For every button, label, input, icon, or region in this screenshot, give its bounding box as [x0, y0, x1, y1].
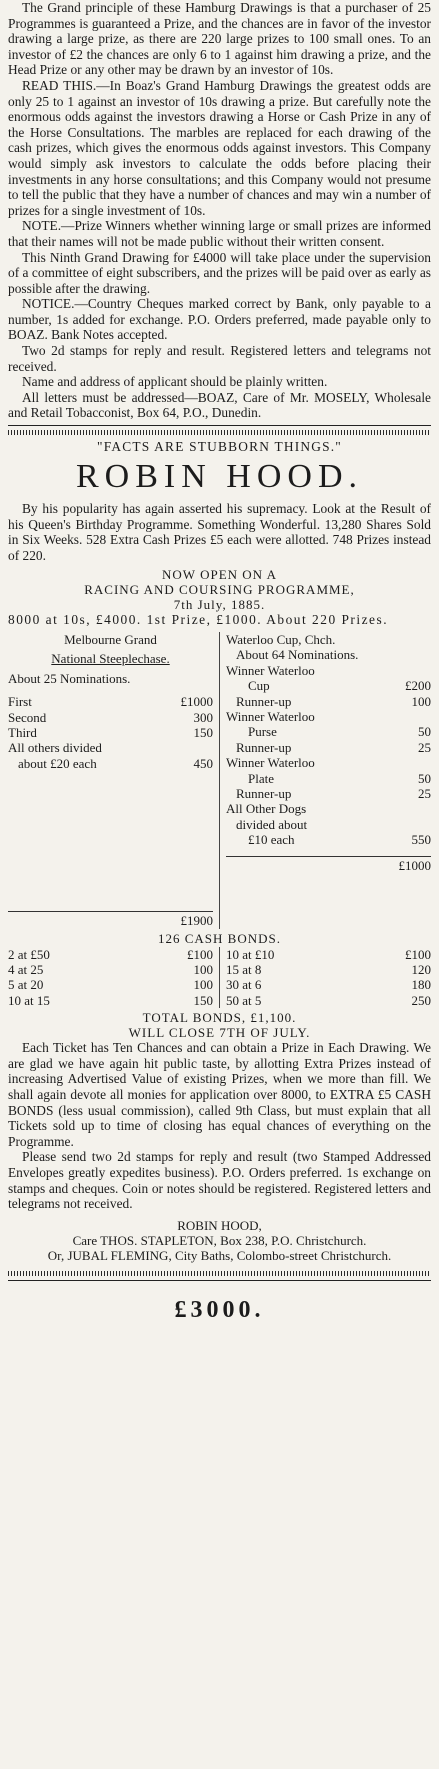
close-date: WILL CLOSE 7TH OF JULY.: [128, 1025, 311, 1041]
name-address-paragraph: Name and address of applicant should be plainly written.: [22, 374, 328, 390]
waterloo-prize-value: 50: [418, 770, 431, 786]
reply-instructions-paragraph: Please send two 2d stamps for reply and result (two Stamped Addressed Envelopes greatly expedites business). P.O. Orders preferred. 1s exchange on stamps and cheques. Coin or notes should be registered. Registered letters and telegrams not received.: [8, 1149, 431, 1212]
waterloo-heading: Waterloo Cup, Chch.: [226, 632, 336, 647]
waterloo-prize-row: [226, 724, 431, 739]
waterloo-prize-value: 50: [418, 724, 431, 740]
waterloo-prize-label: Winner Waterloo: [226, 662, 315, 678]
melbourne-column: [8, 632, 220, 929]
waterloo-prize-row: [226, 771, 431, 786]
cash-bonds-table: [8, 947, 431, 1009]
melbourne-divided-row: [8, 756, 213, 771]
waterloo-prize-label: Runner-up: [236, 739, 292, 755]
cash-bond-label: 30 at 6: [226, 977, 262, 993]
robin-hood-advertisement: [8, 439, 431, 1263]
cash-bond-row: [226, 977, 431, 992]
cash-bonds-left: [8, 947, 220, 1009]
facts-heading: "FACTS ARE STUBBORN THINGS.": [97, 439, 342, 455]
prize-columns: [8, 632, 431, 929]
waterloo-prize-label: divided about: [236, 816, 308, 832]
cash-bond-row: [8, 947, 213, 962]
cash-bond-label: 10 at £10: [226, 946, 275, 962]
address-paragraph: All letters must be addressed—BOAZ, Care of Mr. MOSELY, Wholesale and Retail Tobacconist, Box 64, P.O., Dunedin.: [8, 389, 431, 421]
cash-bond-value: £100: [187, 946, 213, 962]
melbourne-prize-value: 150: [193, 725, 213, 741]
cash-bond-label: 10 at 15: [8, 992, 50, 1008]
signature-address-1: Care THOS. STAPLETON, Box 238, P.O. Christchurch.: [72, 1232, 367, 1248]
melbourne-divided-label: about £20 each: [18, 755, 97, 771]
cash-bond-value: 100: [193, 977, 213, 993]
total-bonds: TOTAL BONDS, £1,100.: [142, 1010, 297, 1026]
hamburg-advertisement: [8, 0, 431, 421]
cash-bond-label: 15 at 8: [226, 962, 262, 978]
melbourne-heading: Melbourne Grand: [64, 632, 157, 647]
stamps-paragraph: Two 2d stamps for reply and result. Registered letters and telegrams not received.: [8, 343, 431, 374]
now-open-heading: NOW OPEN ON A: [162, 567, 277, 583]
hatched-divider: [8, 430, 431, 435]
read-this-paragraph: READ THIS.—In Boaz's Grand Hamburg Drawings the greatest odds are only 25 to 1 against an investor of 10s drawing a prize. But carefully note the enormous odds against the investors drawing a Horse or Cash Prize in any of the Horse Consultations. The marbles are replaced for each drawing of the cash prizes, which gives the enormous odds against investors. This Company would simply ask investors to calculate the odds before placing their investments in any horse consultations; and this Company would not presume to tell the public that they have a number of chances and may win a number of prizes for a single investment of 10s.: [8, 77, 431, 218]
section-divider-bottom: [8, 1280, 431, 1281]
melbourne-divided-value: 450: [193, 755, 213, 771]
waterloo-prize-value: 100: [411, 693, 431, 709]
waterloo-prize-label: Winner Waterloo: [226, 755, 315, 771]
robin-hood-title: ROBIN HOOD.: [76, 458, 363, 496]
cash-bond-label: 5 at 20: [8, 977, 44, 993]
waterloo-nominations: About 64 Nominations.: [236, 647, 359, 663]
hamburg-principle-paragraph: The Grand principle of these Hamburg Drawings is that a purchaser of 25 Programmes is guaranteed a Prize, and the chances are in favor of the investor drawing a large prize, as there are 220 large prizes to 100 small ones. To an investor of £2 the chances are only 6 to 1 against him drawing a prize, and the Head Prize or any other may be drawn by an investor of 10s.: [8, 0, 431, 78]
waterloo-prize-label: Runner-up: [236, 693, 292, 709]
ticket-chances-paragraph: Each Ticket has Ten Chances and can obtain a Prize in Each Drawing. We are glad we have again hit public taste, by allotting Extra Prizes instead of increasing Advertised Value of existing Prizes, when we more than fill. We shall again devote all monies for application over 8000, to EXTRA £5 CASH BONDS (less usual commission), called 9th Class, but must explain that all Tickets sold up to time of closing has equal chances of everything on the Programme.: [8, 1040, 431, 1149]
waterloo-prize-value: 25: [418, 739, 431, 755]
hatched-divider-bottom: [8, 1271, 431, 1276]
cash-bond-label: 50 at 5: [226, 992, 262, 1008]
melbourne-prize-list: [8, 694, 213, 740]
cash-bond-value: 150: [193, 992, 213, 1008]
cash-bond-value: 180: [411, 977, 431, 993]
cash-bond-value: 250: [411, 992, 431, 1008]
waterloo-prize-row: [226, 817, 431, 832]
cash-bond-label: 2 at £50: [8, 946, 50, 962]
signature-address-2: Or, JUBAL FLEMING, City Baths, Colombo-street Christchurch.: [47, 1247, 392, 1263]
waterloo-column: [226, 632, 431, 929]
waterloo-prize-row: [226, 832, 431, 847]
cash-bond-value: £100: [405, 946, 431, 962]
cash-bond-row: [8, 977, 213, 992]
steeplechase-heading: National Steeplechase.: [51, 651, 170, 667]
melbourne-total: £1900: [8, 911, 213, 928]
melbourne-prize-row: [8, 710, 213, 725]
cash-bond-value: 100: [193, 962, 213, 978]
waterloo-prize-label: All Other Dogs: [226, 801, 307, 817]
waterloo-prize-row: [226, 709, 431, 724]
waterloo-prize-row: [226, 801, 431, 816]
cash-bond-row: [8, 962, 213, 977]
cash-bonds-right: [226, 947, 431, 1009]
waterloo-prize-label: £10 each: [248, 832, 295, 848]
cash-bond-value: 120: [411, 962, 431, 978]
programme-date: 7th July, 1885.: [173, 597, 266, 613]
waterloo-prize-row: [226, 694, 431, 709]
melbourne-prize-row: [8, 725, 213, 740]
cash-bond-label: 4 at 25: [8, 962, 44, 978]
melbourne-prize-value: 300: [193, 709, 213, 725]
next-ad-amount: £3000.: [174, 1296, 265, 1323]
programme-summary: 8000 at 10s, £4000. 1st Prize, £1000. About 220 Prizes.: [8, 612, 389, 628]
waterloo-prize-label: Cup: [248, 678, 270, 694]
waterloo-total: £1000: [226, 856, 431, 873]
melbourne-nominations: About 25 Nominations.: [8, 670, 131, 686]
waterloo-prize-value: 550: [411, 832, 431, 848]
waterloo-prize-value: £200: [405, 678, 431, 694]
cash-bond-row: [226, 947, 431, 962]
melbourne-prize-value: £1000: [180, 694, 213, 710]
notice-paragraph: NOTICE.—Country Cheques marked correct by Bank, only payable to a number, 1s added for exchange. P.O. Orders preferred, made payable only to BOAZ. Bank Notes accepted.: [8, 296, 431, 343]
cash-bond-row: [8, 993, 213, 1008]
waterloo-prize-label: Winner Waterloo: [226, 709, 315, 725]
cash-bond-row: [226, 962, 431, 977]
melbourne-divided-text: All others divided: [8, 740, 102, 756]
signature-name: ROBIN HOOD,: [177, 1217, 262, 1233]
melbourne-prize-label: First: [8, 694, 32, 710]
waterloo-prize-label: Plate: [248, 770, 274, 786]
melbourne-prize-row: [8, 694, 213, 709]
waterloo-prize-label: Runner-up: [236, 786, 292, 802]
waterloo-prize-row: [226, 663, 431, 678]
section-divider: [8, 425, 431, 426]
robin-intro-paragraph: By his popularity has again asserted his supremacy. Look at the Result of his Queen's Birthday Programme. Something Wonderful. 13,280 Shares Sold in Six Weeks. 528 Extra Cash Prizes £5 each were allotted. 748 Prizes instead of 220.: [8, 501, 431, 563]
waterloo-prize-row: [226, 755, 431, 770]
ninth-drawing-paragraph: This Ninth Grand Drawing for £4000 will take place under the supervision of a committee of eight subscribers, and the prizes will be paid over as early as possible after the drawing.: [8, 249, 431, 296]
cash-bonds-heading: 126 CASH BONDS.: [158, 930, 281, 946]
waterloo-prize-row: [226, 678, 431, 693]
programme-heading: RACING AND COURSING PROGRAMME,: [84, 582, 355, 598]
waterloo-prize-row: [226, 786, 431, 801]
waterloo-prize-row: [226, 740, 431, 755]
note-paragraph: NOTE.—Prize Winners whether winning large or small prizes are informed that their names will not be made public without their written consent.: [8, 218, 431, 249]
waterloo-prize-list: [226, 663, 431, 848]
waterloo-prize-value: 25: [418, 786, 431, 802]
cash-bond-row: [226, 993, 431, 1008]
waterloo-prize-label: Purse: [248, 724, 277, 740]
melbourne-prize-label: Second: [8, 709, 47, 725]
melbourne-prize-label: Third: [8, 725, 37, 741]
